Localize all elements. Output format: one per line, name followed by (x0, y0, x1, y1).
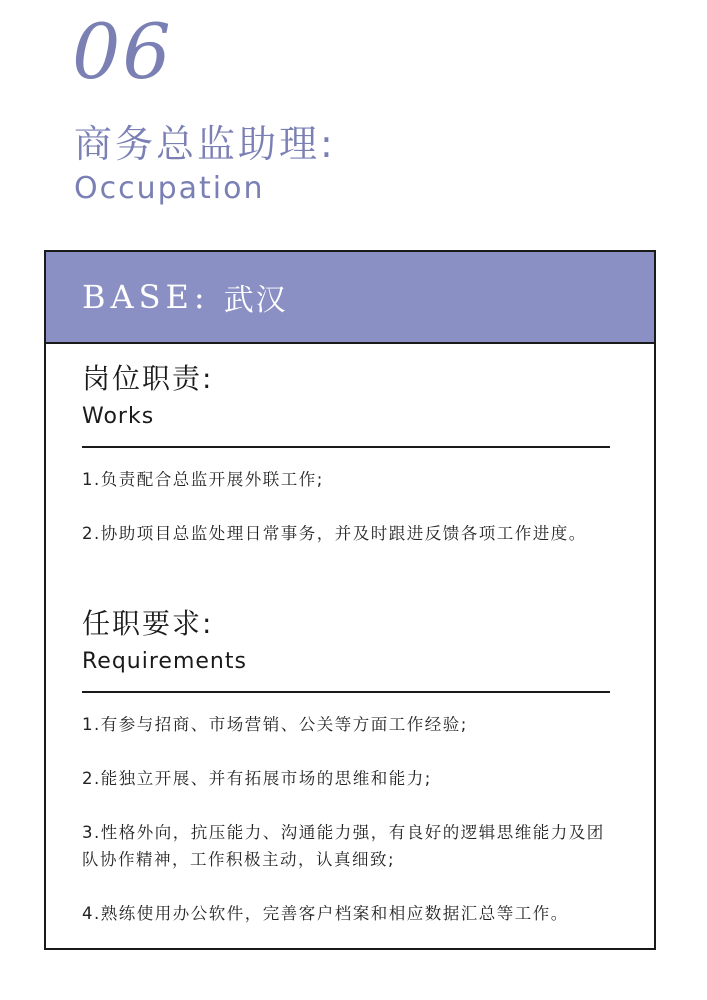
job-title: 商务总监助理: (74, 122, 336, 166)
base-banner (46, 252, 654, 344)
job-subtitle: Occupation (74, 171, 265, 206)
requirements-subtitle: Requirements (82, 648, 247, 674)
duties-title: 岗位职责: (82, 362, 214, 395)
list-item: 2.能独立开展、并有拓展市场的思维和能力; (82, 768, 432, 788)
requirements-section (82, 607, 610, 927)
job-card (44, 250, 656, 950)
page-number: 06 (72, 7, 173, 96)
requirements-title: 任职要求: (82, 607, 214, 640)
base-label: BASE: (82, 278, 210, 316)
duties-subtitle: Works (82, 403, 155, 429)
list-item: 2.协助项目总监处理日常事务，并及时跟进反馈各项工作进度。 (82, 523, 587, 543)
requirements-list (82, 711, 610, 927)
list-item: 3.性格外向，抗压能力、沟通能力强，有良好的逻辑思维能力及团队协作精神，工作积极主动，认真细致; (82, 822, 605, 869)
duties-divider (82, 446, 610, 448)
requirements-divider (82, 691, 610, 693)
duties-section (82, 362, 610, 547)
base-city: 武汉 (223, 283, 288, 318)
list-item: 1.负责配合总监开展外联工作; (82, 469, 324, 489)
duties-list (82, 466, 610, 547)
list-item: 4.熟练使用办公软件，完善客户档案和相应数据汇总等工作。 (82, 903, 569, 923)
list-item: 1.有参与招商、市场营销、公关等方面工作经验; (82, 714, 468, 734)
